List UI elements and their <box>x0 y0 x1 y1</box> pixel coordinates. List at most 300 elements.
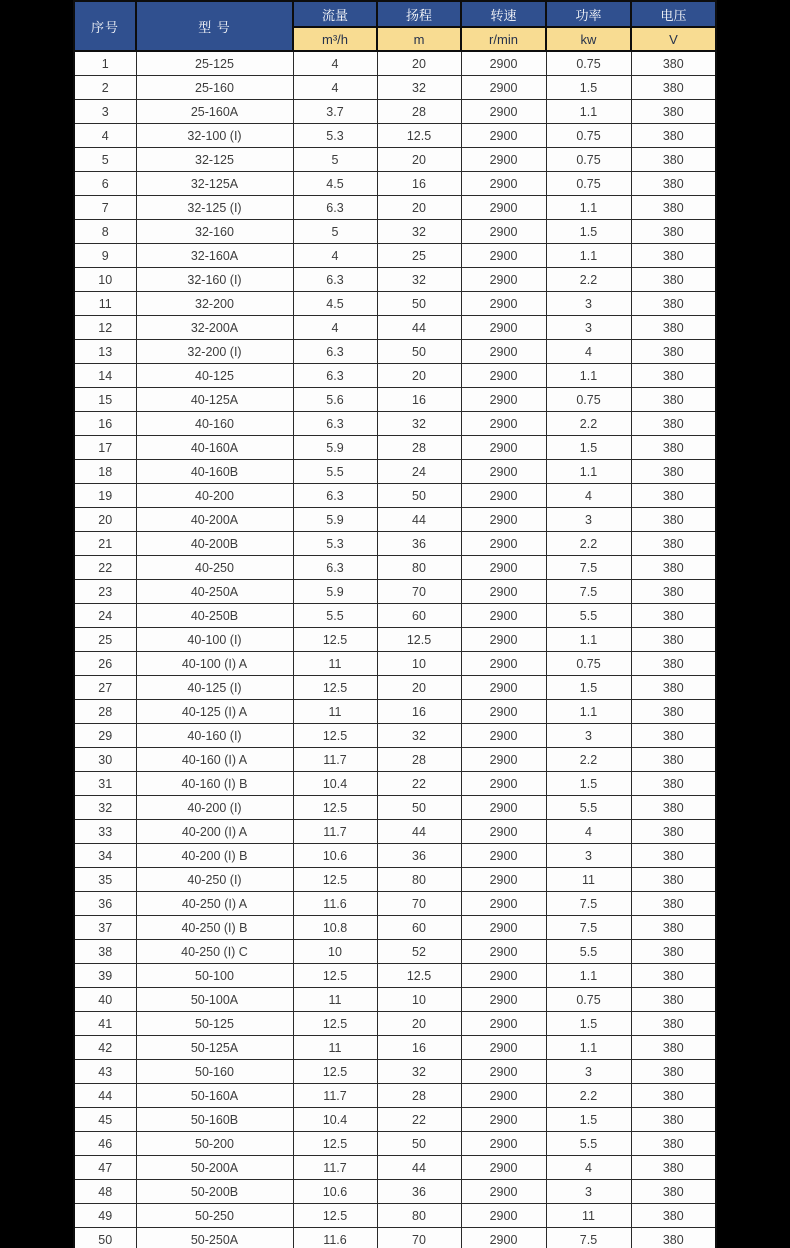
cell-model: 40-200 (I) <box>136 796 293 820</box>
cell-flow: 12.5 <box>293 868 377 892</box>
cell-speed: 2900 <box>461 556 546 580</box>
cell-voltage: 380 <box>631 844 716 868</box>
cell-model: 40-200 (I) A <box>136 820 293 844</box>
cell-flow: 5 <box>293 220 377 244</box>
cell-flow: 4 <box>293 316 377 340</box>
cell-model: 40-125 (I) <box>136 676 293 700</box>
table-row <box>74 412 716 436</box>
cell-head: 70 <box>377 580 461 604</box>
table-row <box>74 388 716 412</box>
cell-model: 40-200A <box>136 508 293 532</box>
table-row <box>74 652 716 676</box>
cell-power: 1.5 <box>546 220 631 244</box>
table-body <box>74 51 716 1248</box>
cell-speed: 2900 <box>461 988 546 1012</box>
cell-power: 3 <box>546 316 631 340</box>
cell-flow: 5.3 <box>293 532 377 556</box>
cell-voltage: 380 <box>631 76 716 100</box>
cell-speed: 2900 <box>461 796 546 820</box>
cell-flow: 12.5 <box>293 1204 377 1228</box>
cell-flow: 5.9 <box>293 508 377 532</box>
cell-model: 40-250 (I) <box>136 868 293 892</box>
cell-flow: 11 <box>293 1036 377 1060</box>
cell-voltage: 380 <box>631 436 716 460</box>
cell-model: 32-100 (I) <box>136 124 293 148</box>
cell-voltage: 380 <box>631 124 716 148</box>
table-row <box>74 532 716 556</box>
cell-head: 32 <box>377 268 461 292</box>
cell-model: 50-200A <box>136 1156 293 1180</box>
cell-power: 1.1 <box>546 1036 631 1060</box>
cell-head: 10 <box>377 988 461 1012</box>
cell-flow: 12.5 <box>293 628 377 652</box>
cell-flow: 4.5 <box>293 172 377 196</box>
cell-serial: 20 <box>74 508 136 532</box>
cell-model: 32-160A <box>136 244 293 268</box>
cell-flow: 5.5 <box>293 460 377 484</box>
cell-flow: 10 <box>293 940 377 964</box>
cell-flow: 12.5 <box>293 964 377 988</box>
cell-power: 7.5 <box>546 580 631 604</box>
cell-power: 5.5 <box>546 940 631 964</box>
cell-serial: 16 <box>74 412 136 436</box>
table-row <box>74 484 716 508</box>
table-row <box>74 844 716 868</box>
cell-serial: 27 <box>74 676 136 700</box>
cell-flow: 5.5 <box>293 604 377 628</box>
table-row <box>74 76 716 100</box>
cell-voltage: 380 <box>631 460 716 484</box>
cell-flow: 6.3 <box>293 340 377 364</box>
cell-power: 1.1 <box>546 628 631 652</box>
cell-speed: 2900 <box>461 844 546 868</box>
cell-flow: 5.3 <box>293 124 377 148</box>
cell-flow: 5.6 <box>293 388 377 412</box>
cell-head: 32 <box>377 1060 461 1084</box>
table-row <box>74 124 716 148</box>
cell-speed: 2900 <box>461 1156 546 1180</box>
cell-flow: 6.3 <box>293 364 377 388</box>
cell-model: 40-160A <box>136 436 293 460</box>
cell-serial: 3 <box>74 100 136 124</box>
cell-voltage: 380 <box>631 1156 716 1180</box>
cell-head: 32 <box>377 724 461 748</box>
table-row <box>74 268 716 292</box>
cell-voltage: 380 <box>631 916 716 940</box>
cell-head: 50 <box>377 340 461 364</box>
cell-flow: 11.7 <box>293 820 377 844</box>
unit-head: m <box>377 27 461 51</box>
cell-serial: 37 <box>74 916 136 940</box>
cell-speed: 2900 <box>461 1036 546 1060</box>
cell-flow: 4.5 <box>293 292 377 316</box>
pump-spec-table <box>73 0 717 1248</box>
cell-flow: 4 <box>293 244 377 268</box>
cell-head: 12.5 <box>377 124 461 148</box>
table-row <box>74 1204 716 1228</box>
cell-power: 7.5 <box>546 556 631 580</box>
cell-head: 12.5 <box>377 628 461 652</box>
cell-serial: 48 <box>74 1180 136 1204</box>
cell-power: 4 <box>546 820 631 844</box>
cell-voltage: 380 <box>631 1228 716 1248</box>
cell-head: 20 <box>377 51 461 76</box>
table-row <box>74 51 716 76</box>
table-row <box>74 988 716 1012</box>
cell-flow: 12.5 <box>293 1012 377 1036</box>
cell-voltage: 380 <box>631 292 716 316</box>
table-row <box>74 1036 716 1060</box>
cell-power: 0.75 <box>546 988 631 1012</box>
cell-model: 40-160 <box>136 412 293 436</box>
cell-serial: 21 <box>74 532 136 556</box>
table-row <box>74 100 716 124</box>
cell-speed: 2900 <box>461 388 546 412</box>
unit-voltage: V <box>631 27 716 51</box>
cell-power: 4 <box>546 484 631 508</box>
cell-speed: 2900 <box>461 412 546 436</box>
cell-model: 50-100A <box>136 988 293 1012</box>
cell-speed: 2900 <box>461 1108 546 1132</box>
header-voltage: 电压 <box>631 1 716 27</box>
cell-serial: 39 <box>74 964 136 988</box>
cell-speed: 2900 <box>461 964 546 988</box>
cell-serial: 36 <box>74 892 136 916</box>
cell-head: 50 <box>377 796 461 820</box>
cell-head: 28 <box>377 1084 461 1108</box>
header-head: 扬程 <box>377 1 461 27</box>
cell-serial: 34 <box>74 844 136 868</box>
cell-voltage: 380 <box>631 1084 716 1108</box>
cell-voltage: 380 <box>631 1036 716 1060</box>
cell-serial: 45 <box>74 1108 136 1132</box>
cell-flow: 11.6 <box>293 1228 377 1248</box>
cell-head: 44 <box>377 1156 461 1180</box>
cell-voltage: 380 <box>631 964 716 988</box>
table-row <box>74 1132 716 1156</box>
cell-serial: 30 <box>74 748 136 772</box>
cell-serial: 26 <box>74 652 136 676</box>
cell-model: 40-160 (I) B <box>136 772 293 796</box>
cell-serial: 50 <box>74 1228 136 1248</box>
cell-voltage: 380 <box>631 1180 716 1204</box>
cell-serial: 4 <box>74 124 136 148</box>
cell-speed: 2900 <box>461 364 546 388</box>
cell-speed: 2900 <box>461 652 546 676</box>
cell-serial: 43 <box>74 1060 136 1084</box>
cell-serial: 11 <box>74 292 136 316</box>
cell-voltage: 380 <box>631 1108 716 1132</box>
cell-power: 5.5 <box>546 1132 631 1156</box>
header-power: 功率 <box>546 1 631 27</box>
cell-flow: 12.5 <box>293 724 377 748</box>
cell-voltage: 380 <box>631 556 716 580</box>
cell-power: 3 <box>546 508 631 532</box>
cell-model: 40-200B <box>136 532 293 556</box>
cell-serial: 8 <box>74 220 136 244</box>
cell-model: 50-125 <box>136 1012 293 1036</box>
unit-flow: m³/h <box>293 27 377 51</box>
cell-head: 36 <box>377 1180 461 1204</box>
cell-serial: 13 <box>74 340 136 364</box>
cell-power: 0.75 <box>546 388 631 412</box>
cell-power: 7.5 <box>546 916 631 940</box>
cell-serial: 49 <box>74 1204 136 1228</box>
cell-voltage: 380 <box>631 868 716 892</box>
cell-speed: 2900 <box>461 220 546 244</box>
cell-voltage: 380 <box>631 628 716 652</box>
cell-speed: 2900 <box>461 484 546 508</box>
cell-power: 1.5 <box>546 1012 631 1036</box>
cell-power: 1.1 <box>546 964 631 988</box>
cell-flow: 11.7 <box>293 1156 377 1180</box>
cell-head: 20 <box>377 676 461 700</box>
cell-speed: 2900 <box>461 340 546 364</box>
cell-head: 80 <box>377 1204 461 1228</box>
cell-head: 52 <box>377 940 461 964</box>
cell-head: 16 <box>377 172 461 196</box>
cell-serial: 22 <box>74 556 136 580</box>
cell-power: 3 <box>546 1180 631 1204</box>
cell-model: 40-125 <box>136 364 293 388</box>
cell-voltage: 380 <box>631 364 716 388</box>
cell-serial: 6 <box>74 172 136 196</box>
cell-voltage: 380 <box>631 940 716 964</box>
cell-head: 44 <box>377 316 461 340</box>
unit-speed: r/min <box>461 27 546 51</box>
table-row <box>74 508 716 532</box>
cell-serial: 29 <box>74 724 136 748</box>
cell-head: 12.5 <box>377 964 461 988</box>
cell-model: 40-250 (I) C <box>136 940 293 964</box>
cell-flow: 11.7 <box>293 1084 377 1108</box>
cell-serial: 23 <box>74 580 136 604</box>
cell-speed: 2900 <box>461 148 546 172</box>
cell-speed: 2900 <box>461 820 546 844</box>
cell-speed: 2900 <box>461 892 546 916</box>
cell-serial: 25 <box>74 628 136 652</box>
cell-head: 10 <box>377 652 461 676</box>
cell-voltage: 380 <box>631 532 716 556</box>
cell-serial: 14 <box>74 364 136 388</box>
cell-model: 40-200 <box>136 484 293 508</box>
cell-power: 1.1 <box>546 100 631 124</box>
cell-head: 28 <box>377 100 461 124</box>
cell-model: 32-125A <box>136 172 293 196</box>
cell-head: 22 <box>377 1108 461 1132</box>
cell-serial: 10 <box>74 268 136 292</box>
cell-model: 40-250 <box>136 556 293 580</box>
cell-head: 60 <box>377 604 461 628</box>
cell-voltage: 380 <box>631 51 716 76</box>
cell-power: 1.1 <box>546 364 631 388</box>
cell-power: 11 <box>546 1204 631 1228</box>
cell-speed: 2900 <box>461 724 546 748</box>
table-row <box>74 796 716 820</box>
cell-head: 60 <box>377 916 461 940</box>
cell-head: 28 <box>377 436 461 460</box>
cell-voltage: 380 <box>631 196 716 220</box>
cell-voltage: 380 <box>631 388 716 412</box>
cell-model: 50-160A <box>136 1084 293 1108</box>
cell-flow: 11 <box>293 700 377 724</box>
cell-flow: 6.3 <box>293 412 377 436</box>
cell-serial: 2 <box>74 76 136 100</box>
cell-power: 2.2 <box>546 412 631 436</box>
cell-serial: 42 <box>74 1036 136 1060</box>
cell-model: 50-200B <box>136 1180 293 1204</box>
cell-power: 3 <box>546 1060 631 1084</box>
cell-speed: 2900 <box>461 1084 546 1108</box>
cell-model: 25-160 <box>136 76 293 100</box>
table-row <box>74 868 716 892</box>
table-row <box>74 916 716 940</box>
cell-speed: 2900 <box>461 748 546 772</box>
cell-flow: 6.3 <box>293 268 377 292</box>
cell-voltage: 380 <box>631 268 716 292</box>
table-row <box>74 148 716 172</box>
cell-head: 16 <box>377 1036 461 1060</box>
cell-power: 7.5 <box>546 892 631 916</box>
table-row <box>74 316 716 340</box>
cell-model: 40-125 (I) A <box>136 700 293 724</box>
cell-model: 40-125A <box>136 388 293 412</box>
cell-voltage: 380 <box>631 676 716 700</box>
cell-flow: 11 <box>293 988 377 1012</box>
cell-voltage: 380 <box>631 1012 716 1036</box>
cell-power: 3 <box>546 844 631 868</box>
cell-voltage: 380 <box>631 748 716 772</box>
cell-voltage: 380 <box>631 148 716 172</box>
cell-model: 32-200 <box>136 292 293 316</box>
cell-voltage: 380 <box>631 1204 716 1228</box>
cell-serial: 33 <box>74 820 136 844</box>
cell-power: 1.1 <box>546 460 631 484</box>
table-row <box>74 892 716 916</box>
cell-speed: 2900 <box>461 1228 546 1248</box>
cell-serial: 46 <box>74 1132 136 1156</box>
cell-head: 80 <box>377 868 461 892</box>
cell-head: 36 <box>377 532 461 556</box>
cell-flow: 4 <box>293 76 377 100</box>
cell-flow: 4 <box>293 51 377 76</box>
cell-power: 1.1 <box>546 244 631 268</box>
cell-speed: 2900 <box>461 76 546 100</box>
table-row <box>74 1108 716 1132</box>
cell-model: 50-250 <box>136 1204 293 1228</box>
cell-speed: 2900 <box>461 244 546 268</box>
cell-voltage: 380 <box>631 580 716 604</box>
cell-power: 2.2 <box>546 748 631 772</box>
cell-power: 3 <box>546 724 631 748</box>
cell-model: 40-100 (I) <box>136 628 293 652</box>
cell-speed: 2900 <box>461 532 546 556</box>
cell-speed: 2900 <box>461 1012 546 1036</box>
cell-head: 20 <box>377 196 461 220</box>
cell-head: 36 <box>377 844 461 868</box>
cell-power: 5.5 <box>546 796 631 820</box>
cell-power: 2.2 <box>546 268 631 292</box>
cell-serial: 18 <box>74 460 136 484</box>
cell-speed: 2900 <box>461 460 546 484</box>
cell-model: 32-200 (I) <box>136 340 293 364</box>
cell-voltage: 380 <box>631 220 716 244</box>
cell-model: 40-250 (I) B <box>136 916 293 940</box>
table-row <box>74 364 716 388</box>
cell-voltage: 380 <box>631 1132 716 1156</box>
cell-serial: 24 <box>74 604 136 628</box>
cell-flow: 3.7 <box>293 100 377 124</box>
cell-voltage: 380 <box>631 100 716 124</box>
cell-power: 0.75 <box>546 124 631 148</box>
cell-model: 32-200A <box>136 316 293 340</box>
cell-voltage: 380 <box>631 988 716 1012</box>
cell-serial: 19 <box>74 484 136 508</box>
table-row <box>74 196 716 220</box>
cell-power: 0.75 <box>546 148 631 172</box>
cell-model: 40-160 (I) A <box>136 748 293 772</box>
cell-voltage: 380 <box>631 316 716 340</box>
cell-head: 44 <box>377 508 461 532</box>
cell-serial: 31 <box>74 772 136 796</box>
cell-flow: 5.9 <box>293 436 377 460</box>
cell-head: 20 <box>377 148 461 172</box>
cell-speed: 2900 <box>461 676 546 700</box>
pump-spec-table-wrap <box>73 0 715 1248</box>
cell-power: 7.5 <box>546 1228 631 1248</box>
cell-model: 32-125 (I) <box>136 196 293 220</box>
cell-head: 50 <box>377 1132 461 1156</box>
cell-speed: 2900 <box>461 916 546 940</box>
header-serial: 序号 <box>74 1 136 51</box>
table-row <box>74 292 716 316</box>
cell-flow: 10.6 <box>293 844 377 868</box>
cell-flow: 12.5 <box>293 1060 377 1084</box>
cell-serial: 47 <box>74 1156 136 1180</box>
cell-speed: 2900 <box>461 172 546 196</box>
cell-voltage: 380 <box>631 796 716 820</box>
cell-serial: 41 <box>74 1012 136 1036</box>
cell-flow: 11 <box>293 652 377 676</box>
cell-power: 4 <box>546 340 631 364</box>
cell-flow: 12.5 <box>293 796 377 820</box>
cell-speed: 2900 <box>461 508 546 532</box>
cell-speed: 2900 <box>461 1132 546 1156</box>
table-row <box>74 556 716 580</box>
cell-model: 40-200 (I) B <box>136 844 293 868</box>
cell-model: 32-160 <box>136 220 293 244</box>
table-row <box>74 724 716 748</box>
table-row <box>74 604 716 628</box>
cell-flow: 5.9 <box>293 580 377 604</box>
unit-power: kw <box>546 27 631 51</box>
cell-speed: 2900 <box>461 1180 546 1204</box>
cell-speed: 2900 <box>461 316 546 340</box>
cell-voltage: 380 <box>631 700 716 724</box>
table-row <box>74 220 716 244</box>
cell-head: 25 <box>377 244 461 268</box>
table-row <box>74 940 716 964</box>
cell-head: 50 <box>377 292 461 316</box>
cell-model: 50-160 <box>136 1060 293 1084</box>
cell-voltage: 380 <box>631 820 716 844</box>
cell-head: 70 <box>377 892 461 916</box>
table-row <box>74 676 716 700</box>
cell-model: 50-125A <box>136 1036 293 1060</box>
cell-model: 40-250A <box>136 580 293 604</box>
cell-serial: 1 <box>74 51 136 76</box>
cell-speed: 2900 <box>461 436 546 460</box>
